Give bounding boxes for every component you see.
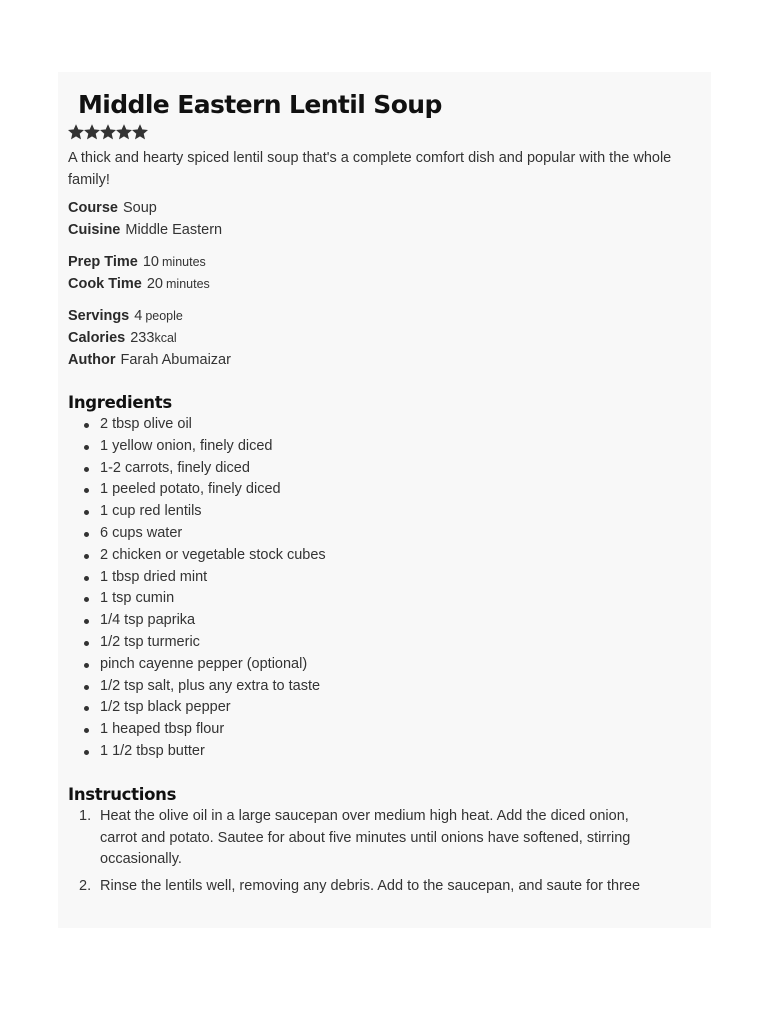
meta-prep-time bbox=[68, 251, 701, 273]
rating-stars[interactable] bbox=[68, 122, 701, 142]
ingredient-item bbox=[83, 654, 701, 676]
ingredient-text: 1 1/2 tbsp butter bbox=[100, 742, 205, 759]
step-text: Rinse the lentils well, removing any debris. Add to the saucepan, and saute for three bbox=[100, 878, 641, 895]
ingredient-text: 1 tsp cumin bbox=[100, 590, 175, 607]
ingredient-item bbox=[83, 632, 701, 654]
calories-value: 233 bbox=[130, 330, 155, 346]
bullet-icon bbox=[84, 445, 89, 450]
ingredients-list bbox=[68, 414, 701, 763]
servings-value: 4 bbox=[134, 308, 143, 324]
ingredient-text: 6 cups water bbox=[100, 524, 183, 541]
bullet-icon bbox=[84, 728, 89, 733]
step-number: 1. bbox=[79, 807, 92, 824]
meta-details bbox=[68, 305, 701, 371]
bullet-icon bbox=[84, 685, 89, 690]
star-icon[interactable] bbox=[116, 124, 132, 140]
bullet-icon bbox=[84, 510, 89, 515]
instructions-list bbox=[68, 806, 701, 898]
ingredient-text: 1 yellow onion, finely diced bbox=[100, 437, 273, 454]
ingredient-item bbox=[83, 676, 701, 698]
ingredient-item bbox=[83, 523, 701, 545]
ingredient-item bbox=[83, 719, 701, 741]
bullet-icon bbox=[84, 554, 89, 559]
instructions-heading: Instructions bbox=[68, 784, 177, 804]
bullet-icon bbox=[84, 488, 89, 493]
ingredient-item bbox=[83, 501, 701, 523]
ingredient-text: 1/2 tsp turmeric bbox=[100, 633, 200, 650]
ingredient-text: 1 tbsp dried mint bbox=[100, 568, 208, 585]
recipe-card bbox=[58, 72, 711, 928]
ingredient-text: 1 cup red lentils bbox=[100, 503, 202, 520]
bullet-icon bbox=[84, 597, 89, 602]
ingredient-item bbox=[83, 436, 701, 458]
ingredient-text: 2 tbsp olive oil bbox=[100, 416, 192, 432]
author-label: Author bbox=[68, 352, 116, 368]
servings-unit: people bbox=[145, 309, 183, 323]
ingredient-text: pinch cayenne pepper (optional) bbox=[100, 655, 308, 672]
bullet-icon bbox=[84, 423, 89, 428]
meta-servings bbox=[68, 305, 701, 327]
meta-classification bbox=[68, 197, 701, 241]
calories-label: Calories bbox=[68, 330, 126, 346]
course-value: Soup bbox=[122, 200, 157, 216]
bullet-icon bbox=[84, 576, 89, 581]
course-label: Course bbox=[68, 200, 118, 216]
prep-time-unit: minutes bbox=[162, 255, 206, 269]
ingredient-text: 1/2 tsp salt, plus any extra to taste bbox=[100, 677, 321, 694]
ingredient-item bbox=[83, 741, 701, 763]
cook-time-unit: minutes bbox=[166, 277, 210, 291]
prep-time-value: 10 bbox=[142, 254, 159, 270]
ingredient-item bbox=[83, 414, 701, 436]
bullet-icon bbox=[84, 467, 89, 472]
bullet-icon bbox=[84, 750, 89, 755]
meta-author bbox=[68, 349, 701, 371]
ingredient-text: 2 chicken or vegetable stock cubes bbox=[100, 546, 326, 563]
cook-time-label: Cook Time bbox=[68, 276, 142, 292]
ingredient-item bbox=[83, 697, 701, 719]
ingredient-item bbox=[83, 588, 701, 610]
ingredient-item bbox=[83, 567, 701, 589]
bullet-icon bbox=[84, 663, 89, 668]
meta-cuisine bbox=[68, 219, 701, 241]
bullet-icon bbox=[84, 641, 89, 646]
meta-calories bbox=[68, 327, 701, 349]
meta-times bbox=[68, 251, 701, 295]
meta-cook-time bbox=[68, 273, 701, 295]
instruction-step bbox=[68, 876, 701, 898]
bullet-icon bbox=[84, 532, 89, 537]
bullet-icon bbox=[84, 619, 89, 624]
ingredient-item bbox=[83, 545, 701, 567]
recipe-title: Middle Eastern Lentil Soup bbox=[78, 90, 442, 119]
ingredient-text: 1/2 tsp black pepper bbox=[100, 699, 231, 716]
ingredient-text: 1 heaped tbsp flour bbox=[100, 721, 225, 738]
cuisine-label: Cuisine bbox=[68, 222, 121, 238]
star-icon[interactable] bbox=[84, 124, 100, 140]
step-number: 2. bbox=[79, 878, 92, 895]
cook-time-value: 20 bbox=[146, 276, 163, 292]
ingredient-text: 1 peeled potato, finely diced bbox=[100, 481, 281, 498]
author-value[interactable]: Farah Abumaizar bbox=[120, 352, 231, 368]
calories-unit: kcal bbox=[154, 331, 177, 345]
ingredient-text: 1/4 tsp paprika bbox=[100, 612, 196, 629]
ingredients-heading: Ingredients bbox=[68, 393, 172, 412]
recipe-summary: A thick and hearty spiced lentil soup that's a complete comfort dish and popular with the whole family! bbox=[68, 150, 672, 188]
ingredient-item bbox=[83, 610, 701, 632]
star-icon[interactable] bbox=[100, 124, 116, 140]
star-icon[interactable] bbox=[132, 124, 148, 140]
meta-course bbox=[68, 197, 701, 219]
bullet-icon bbox=[84, 706, 89, 711]
star-icon[interactable] bbox=[68, 124, 84, 140]
ingredient-item bbox=[83, 479, 701, 501]
ingredient-text: 1-2 carrots, finely diced bbox=[100, 459, 250, 476]
cuisine-value: Middle Eastern bbox=[125, 222, 223, 238]
ingredient-item bbox=[83, 458, 701, 480]
step-text: Heat the olive oil in a large saucepan over medium high heat. Add the diced onion, carrot and potato. Sautee for about five minutes until onions have softened, stirring occasionally. bbox=[100, 807, 631, 868]
prep-time-label: Prep Time bbox=[68, 254, 138, 270]
instruction-step bbox=[68, 806, 701, 871]
servings-label: Servings bbox=[68, 308, 130, 324]
